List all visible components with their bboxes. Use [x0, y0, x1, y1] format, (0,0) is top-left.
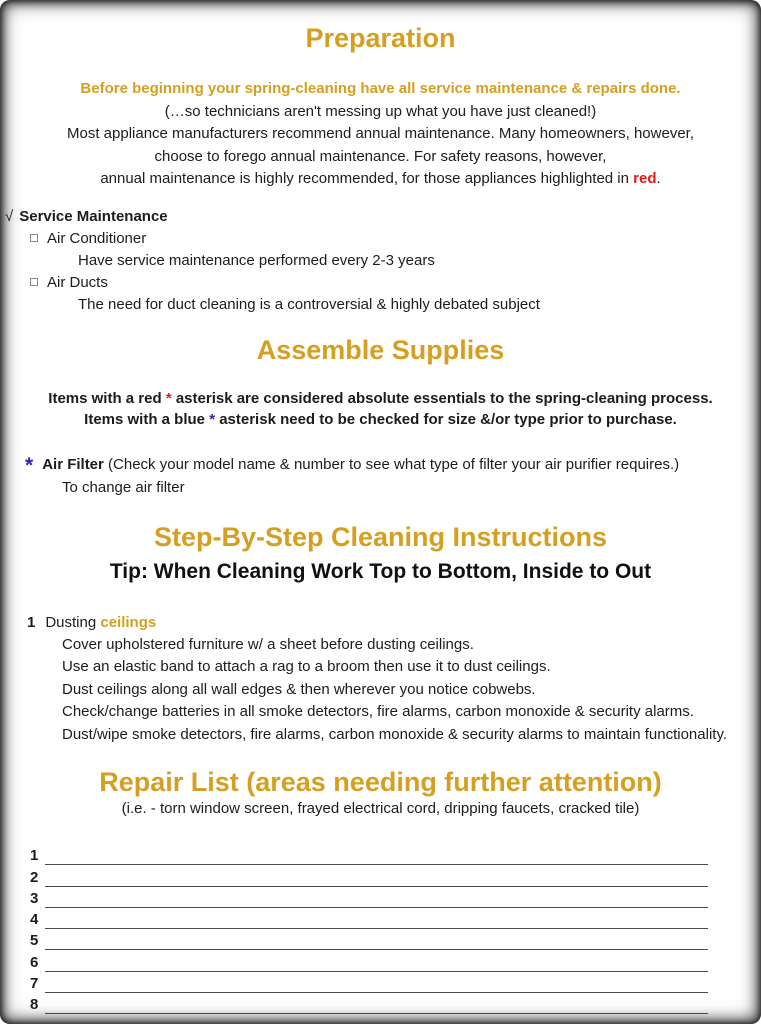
intro-red-word: red	[633, 170, 657, 187]
item-note: Have service maintenance performed every 2-3 years	[78, 251, 435, 269]
list-item	[30, 228, 761, 250]
blank-write-line	[45, 1013, 708, 1014]
row-number: 5	[30, 932, 39, 950]
air-filter-note: To change air filter	[62, 478, 185, 496]
air-filter-paren: (Check your model name & number to see what type of filter your air purifier requires.)	[108, 455, 680, 473]
item-label: Air Ducts	[47, 273, 108, 291]
step-number: 1	[27, 613, 36, 631]
row-number: 1	[30, 847, 39, 865]
row-number: 8	[30, 996, 39, 1014]
step-1-heading	[27, 612, 761, 634]
preparation-title: Preparation	[305, 23, 456, 53]
table-row	[0, 950, 761, 971]
service-maintenance-heading: Service Maintenance	[19, 207, 168, 225]
red-asterisk-note	[0, 388, 761, 409]
row-number: 2	[30, 868, 39, 886]
table-row	[0, 993, 761, 1014]
note-text: asterisk are considered absolute essentials to the spring-cleaning process.	[171, 389, 713, 407]
red-asterisk-icon: *	[165, 389, 172, 407]
note-text: asterisk need to be checked for size &/or type prior to purchase.	[215, 410, 677, 428]
note-text: Items with a blue	[84, 410, 210, 428]
air-filter-item	[0, 454, 761, 499]
intro-line-2: (…so technicians aren't messing up what you have just cleaned!)	[164, 102, 597, 120]
service-maintenance-section	[0, 206, 761, 316]
checkbox-icon[interactable]	[30, 278, 38, 286]
row-number: 4	[30, 911, 39, 929]
substep: Cover upholstered furniture w/ a sheet before dusting ceilings.	[62, 635, 474, 653]
cleaning-instructions-title: Step-By-Step Cleaning Instructions	[153, 521, 608, 552]
substep: Use an elastic band to attach a rag to a broom then use it to dust ceilings.	[62, 658, 551, 675]
table-row	[0, 972, 761, 993]
substep: Dust ceilings along all wall edges & then wherever you notice cobwebs.	[62, 680, 536, 698]
intro-line-5-period: .	[656, 170, 661, 187]
intro-line-4: choose to forego annual maintenance. For safety reasons, however,	[154, 147, 607, 165]
intro-line-5-text: annual maintenance is highly recommended, for those appliances highlighted in	[100, 170, 634, 187]
step-label: Dusting	[45, 613, 101, 631]
cleaning-tip: Tip: When Cleaning Work Top to Bottom, Inside to Out	[109, 559, 652, 583]
row-number: 6	[30, 953, 39, 971]
step-highlight: ceilings	[100, 613, 157, 631]
table-row	[0, 844, 761, 865]
note-text: Items with a red	[48, 389, 166, 407]
air-filter-row	[25, 454, 761, 477]
repair-list-title: Repair List (areas needing further attention)	[99, 767, 662, 797]
service-maintenance-heading-row	[0, 206, 761, 228]
substep: Dust/wipe smoke detectors, fire alarms, carbon monoxide & security alarms to maintain functionality.	[62, 725, 727, 743]
table-row	[0, 908, 761, 929]
table-row	[0, 887, 761, 908]
step-1-dusting	[0, 612, 761, 747]
checkbox-icon[interactable]	[30, 234, 38, 242]
repair-list-rows	[0, 844, 761, 1014]
table-row	[0, 929, 761, 950]
row-number: 3	[30, 889, 39, 907]
intro-line-3: Most appliance manufacturers recommend annual maintenance. Many homeowners, however,	[67, 125, 694, 142]
repair-list-subtitle: (i.e. - torn window screen, frayed electrical cord, dripping faucets, cracked tile)	[121, 800, 640, 817]
air-filter-label: Air Filter	[42, 455, 104, 473]
blue-asterisk-note	[0, 409, 761, 430]
blue-asterisk-icon: *	[209, 410, 216, 428]
table-row	[0, 865, 761, 886]
item-note: The need for duct cleaning is a controversial & highly debated subject	[78, 295, 540, 313]
item-label: Air Conditioner	[47, 229, 147, 247]
list-item	[30, 272, 761, 294]
intro-line-5	[0, 168, 761, 191]
checkmark-icon: √	[5, 207, 14, 225]
intro-lead: Before beginning your spring-cleaning have all service maintenance & repairs done.	[80, 80, 681, 97]
assemble-supplies-title: Assemble Supplies	[256, 334, 505, 365]
assemble-supplies-notes	[0, 388, 761, 430]
blue-asterisk-icon: *	[25, 453, 34, 477]
substep: Check/change batteries in all smoke detectors, fire alarms, carbon monoxide & security alarms.	[62, 703, 694, 720]
preparation-intro	[0, 78, 761, 191]
row-number: 7	[30, 975, 39, 993]
